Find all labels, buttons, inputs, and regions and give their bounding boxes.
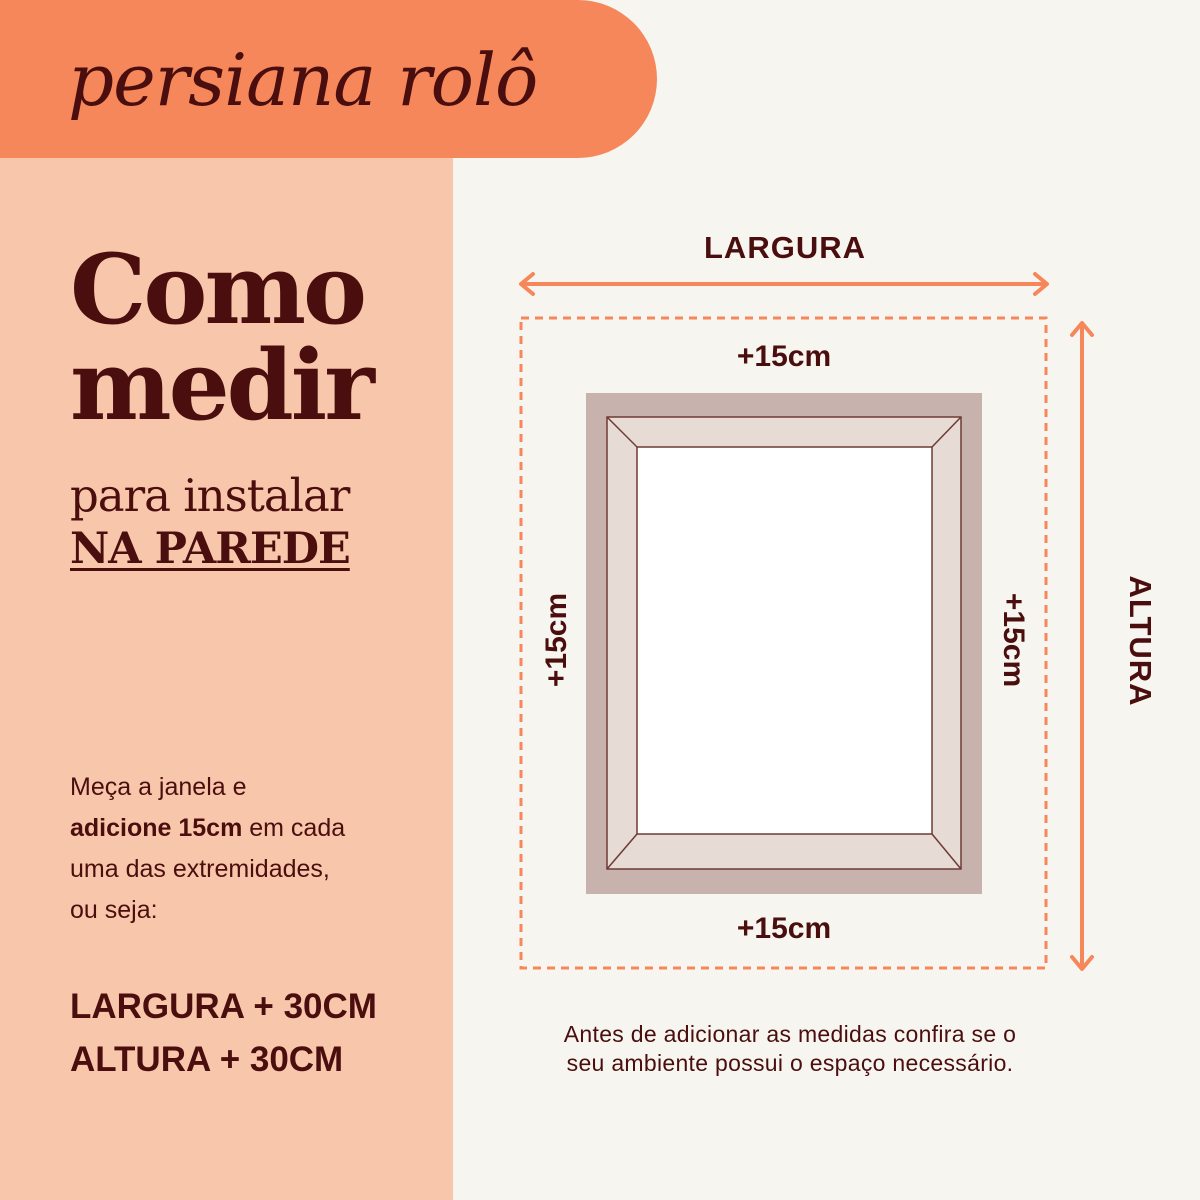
footnote-line-2: seu ambiente possui o espaço necessário. [566, 1050, 1014, 1076]
subheading-line-1: para instalar [70, 469, 350, 522]
margin-right-label: +15cm [997, 592, 1030, 688]
window-glass [637, 447, 932, 834]
footnote-line-1: Antes de adicionar as medidas confira se o [563, 1021, 1017, 1047]
margin-top-label: +15cm [736, 340, 832, 373]
margin-bottom-label: +15cm [736, 912, 832, 945]
formula-height: ALTURA + 30CM [70, 1040, 344, 1079]
subheading-emphasis: NA PAREDE [70, 524, 350, 574]
headline-line-1: Como [70, 233, 365, 346]
headline-line-2: medir [70, 329, 372, 442]
height-label: ALTURA [1123, 575, 1158, 707]
width-arrow [521, 274, 1047, 294]
instructions-line-1: Meça a janela e [70, 773, 247, 801]
width-label: LARGURA [704, 230, 866, 265]
height-arrow [1072, 323, 1092, 969]
instructions-line-3: uma das extremidades, [70, 855, 330, 883]
instructions-line-4: ou seja: [70, 896, 158, 924]
formula-width: LARGURA + 30CM [70, 987, 377, 1026]
instructions-line-2-rest: em cada [242, 814, 346, 842]
instructions-bold: adicione 15cm [70, 814, 243, 842]
brand-title: persiana rolô [68, 38, 538, 122]
margin-left-label: +15cm [540, 592, 573, 688]
footnote [510, 1020, 1070, 1078]
